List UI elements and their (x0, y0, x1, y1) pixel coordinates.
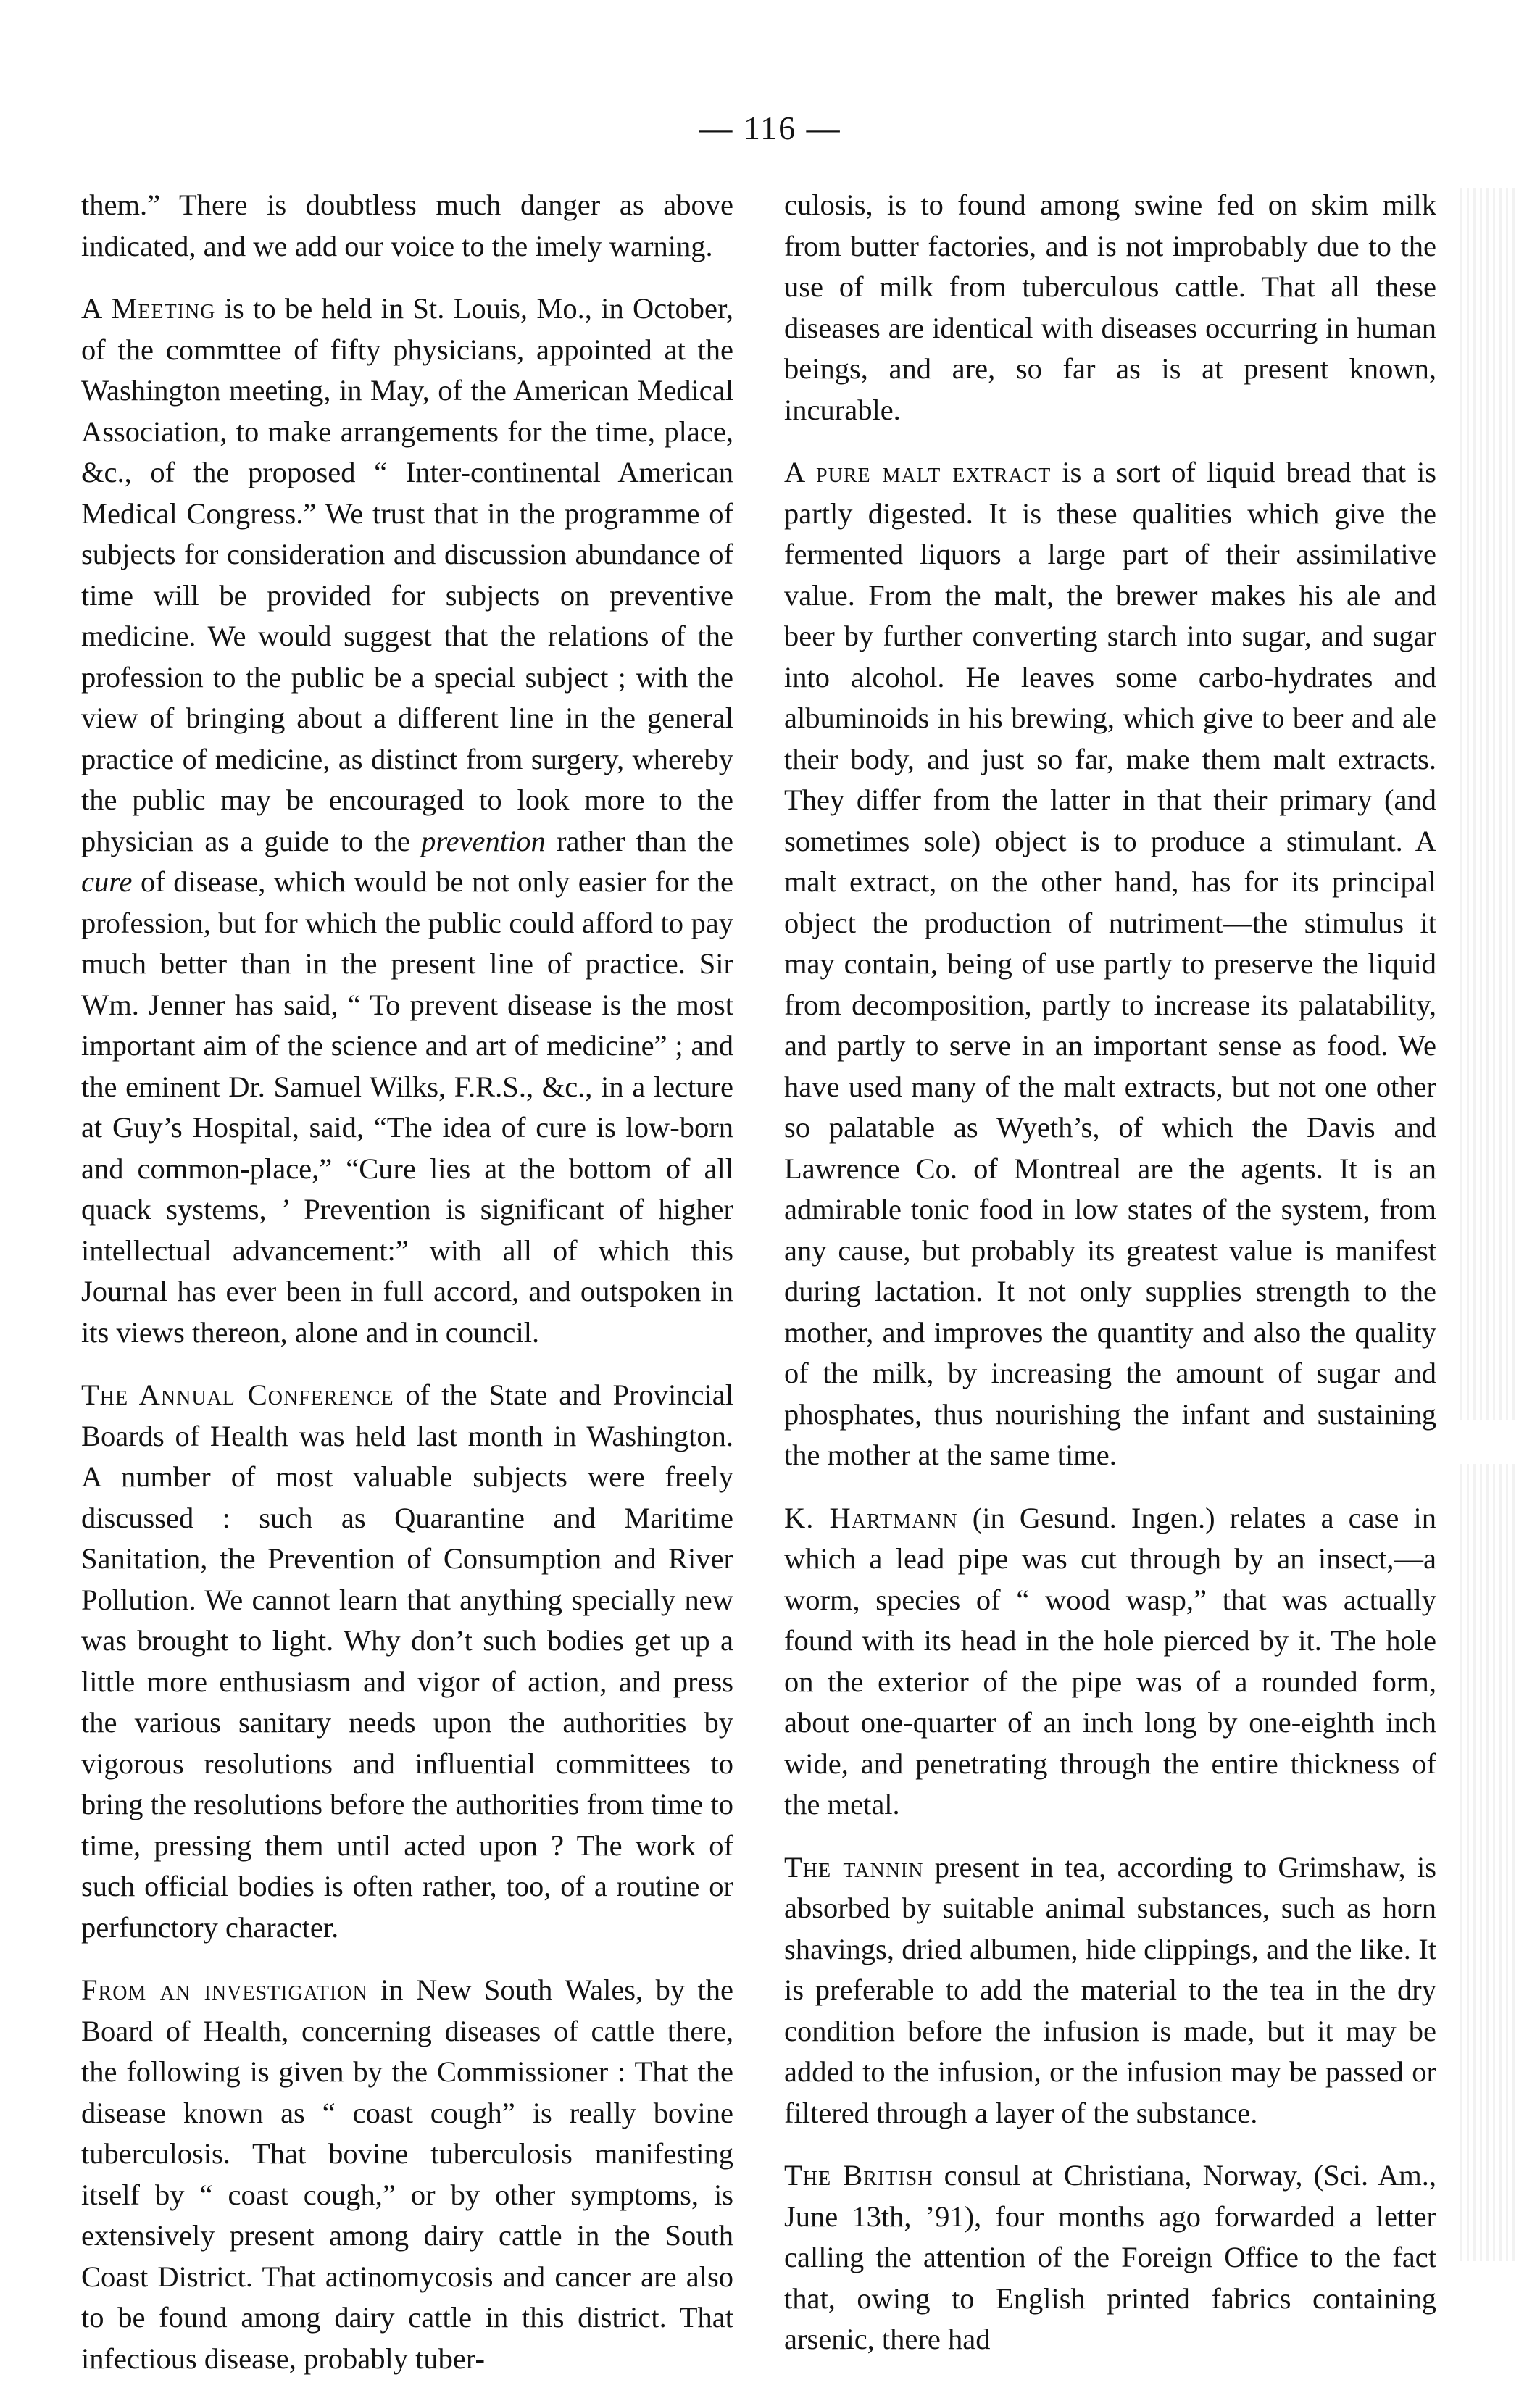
paragraph-lead: K. Hartmann (784, 1501, 958, 1534)
paragraph-lead: The Annual Conference (81, 1378, 394, 1411)
paragraph-meeting (81, 288, 733, 1353)
margin-shadow (1460, 1464, 1518, 2261)
paragraph-investigation (81, 1970, 733, 2379)
paragraph-continuation: culosis, is to found among swine fed on skim milk from butter factories, and is not improbably due to the use of milk from tuberculous cattle. That all these diseases are identical with diseases occurring in human beings, and are, so far as is at present known, incurable. (784, 188, 1436, 426)
paragraph-text: present in tea, according to Grimshaw, is absorbed by suitable animal substances, such as horn shavings, dried albumen, hide clippings, and the like. It is preferable to add the material to the tea in the dry condition before the infusion is made, but it may be added to the infusion, or the infusion may be passed or filtered through a layer of the substance. (784, 1850, 1436, 2129)
page-number: — 116 — (699, 109, 841, 146)
paragraph-text: in New South Wales, by the Board of Health, concerning diseases of cattle there, the following is given by the Commissioner : That the disease known as “ coast cough” is really bovine tuberculosis. That bovine tuberculosis manifesting itself by “ coast cough,” or by other symptoms, is extensively present among dairy cattle in the South Coast District. That actinomycosis and cancer are also to be found among dairy cattle in this district. That infectious disease, probably tuber- (81, 1973, 733, 2375)
paragraph-lead: From an investigation (81, 1973, 368, 2006)
emphasis-cure: cure (81, 865, 133, 898)
paragraph-text: of disease, which would be not only easier for the profession, but for which the public could afford to pay much better than in the present line of practice. Sir Wm. Jenner has said, “ To prevent disease is the most important aim of the science and art of medicine” ; and the eminent Dr. Samuel Wilks, F.R.S., &c., in a lecture at Guy’s Hospital, said, “The idea of cure is low-born and common-place,” “Cure lies at the bottom of all quack systems, ’ Prevention is significant of higher intellectual advancement:” with all of which this Journal has ever been in full accord, and outspoken in its views thereon, alone and in council. (81, 865, 733, 1349)
paragraph-text: consul at Christiana, Norway, (Sci. Am., June 13th, ’91), four months ago forwarded a letter calling the attention of the Foreign Office to the fact that, owing to English printed fabrics containing arsenic, there had (784, 2159, 1436, 2355)
paragraph-british-consul (784, 2155, 1436, 2360)
right-column (784, 185, 1436, 2382)
paragraph-lead: The British (784, 2159, 933, 2192)
paragraph-text: is to be held in St. Louis, Mo., in October, of the commttee of fifty physicians, appointed at the Washington meeting, in May, of the American Medical Association, to make arrangements for the time, place, &c., of the proposed “ Inter-continental American Medical Congress.” We trust that in the programme of subjects for consideration and discussion abundance of time will be provided for subjects on preventive medicine. We would suggest that the relations of the profession to the public be a special subject ; with the view of bringing about a different line in the general practice of medicine, as distinct from surgery, whereby the public may be encouraged to look more to the physician as a guide to the (81, 292, 733, 857)
paragraph-text: (in Gesund. Ingen.) relates a case in which a lead pipe was cut through by an insect,—a worm, species of “ wood wasp,” that was actually found with its head in the hole pierced by it. The hole on the exterior of the pipe was of a rounded form, about one-quarter of an inch long by one-eighth inch wide, and penetrating through the entire thickness of the metal. (784, 1501, 1436, 1820)
margin-shadow (1460, 188, 1518, 1420)
emphasis-prevention: prevention (421, 824, 546, 857)
paragraph-text: is a sort of liquid bread that is partly digested. It is these qualities which give the fermented liquors a large part of their assimilative value. From the malt, the brewer makes his ale and beer by further converting starch into sugar, and sugar into alcohol. He leaves some carbo-hydrates and albuminoids in his brewing, which give to beer and ale their body, and just so far, make them malt extracts. They differ from the latter in that their primary (and sometimes sole) object is to produce a stimulant. A malt extract, on the other hand, has for its principal object the production of nutriment—the stimulus it may contain, being of use partly to preserve the liquid from decomposition, partly to increase its palatability, and partly to serve in an important sense as food. We have used many of the malt extracts, but not one other so palatable as Wyeth’s, of which the Davis and Lawrence Co. of Montreal are the agents. It is an admirable tonic food in low states of the system, from any cause, but probably its greatest value is manifest during lactation. It not only supplies strength to the mother, and improves the quantity and also the quality of the milk, by increasing the amount of sugar and phosphates, thus nourishing the infant and sustaining the mother at the same time. (784, 456, 1436, 1471)
paragraph-lead: A pure malt extract (784, 456, 1052, 488)
paragraph-annual-conference (81, 1375, 733, 1948)
paragraph-lead: A Meeting (81, 292, 216, 325)
paragraph-continuation: them.” There is doubtless much danger as above indicated, and we add our voice to the imely warning. (81, 188, 733, 262)
paragraph-malt-extract (784, 452, 1436, 1476)
left-column (81, 185, 733, 2401)
paragraph-lead: The tannin (784, 1850, 924, 1884)
paragraph-hartmann (784, 1498, 1436, 1826)
paragraph-text: rather than the (545, 824, 734, 857)
paragraph-text: of the State and Provincial Boards of Health was held last month in Washington. A number of most valuable subjects were freely discussed : such as Quarantine and Maritime Sanitation, the Prevention of Consumption and River Pollution. We cannot learn that anything specially new was brought to light. Why don’t such bodies get up a little more enthusiasm and vigor of action, and press the various sanitary needs upon the authorities by vigorous resolutions and influential committees to bring the resolutions before the authorities from time to time, pressing them until acted upon ? The work of such official bodies is often rather, too, of a routine or perfunctory character. (81, 1378, 733, 1944)
paragraph-tannin (784, 1847, 1436, 2134)
